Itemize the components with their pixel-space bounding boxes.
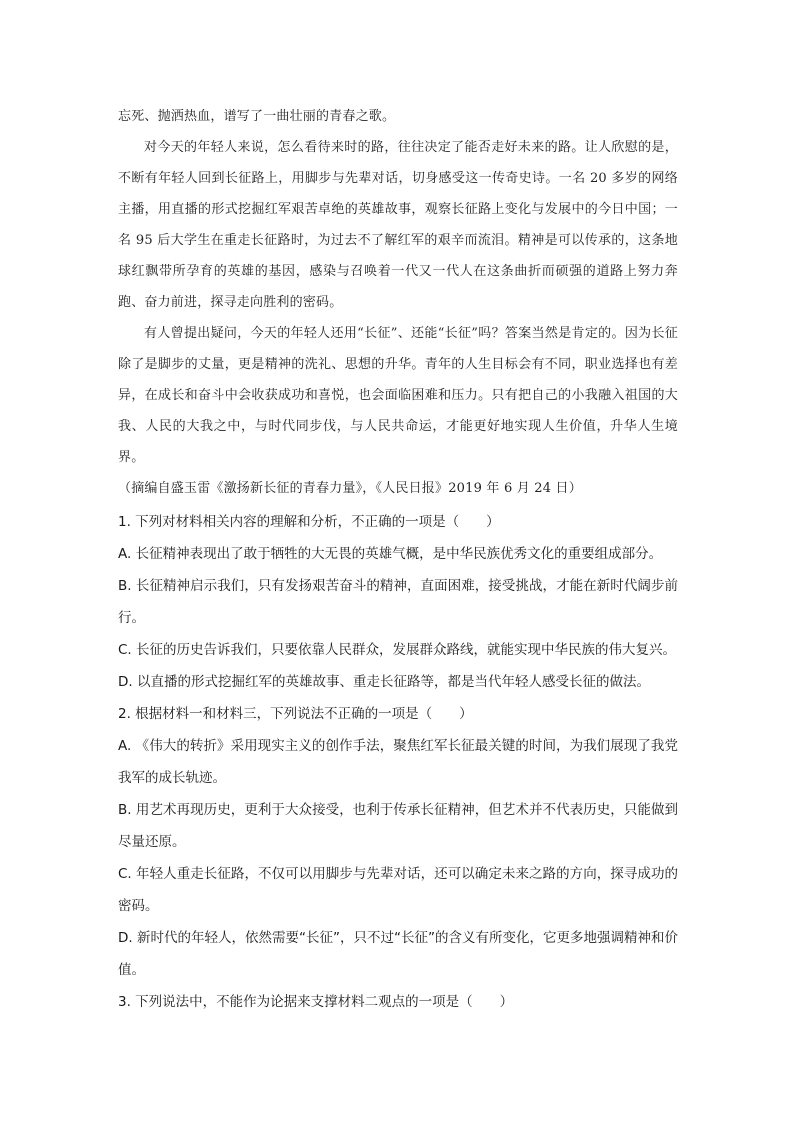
- passage-paragraph: 有人曾提出疑问，今天的年轻人还用“长征”、还能“长征”吗？答案当然是肯定的。因为长征除了是脚步的丈量，更是精神的洗礼、思想的升华。青年的人生目标会有不同，职业选择也有差异，在成长和奋斗中会收获成功和喜悦，也会面临困难和压力。只有把自己的小我融入祖国的大我、人民的大我之中，与时代同步伐，与人民共命运，才能更好地实现人生价值，升华人生境界。: [118, 326, 678, 465]
- question-stem: 1. 下列对材料相关内容的理解和分析，不正确的一项是（ ）: [118, 514, 500, 530]
- option-c: C. 长征的历史告诉我们，只要依靠人民群众，发展群众路线，就能实现中华民族的伟大复兴。: [118, 642, 677, 658]
- option-d: D. 以直播的形式挖掘红军的英雄故事、重走长征路等，都是当代年轻人感受长征的做法。: [118, 674, 650, 690]
- option-a: A. 《伟大的转折》采用现实主义的创作手法，聚焦红军长征最关键的时间，为我们展现了我党我军的成长轨迹。: [118, 738, 678, 786]
- option-b: B. 长征精神启示我们，只有发扬艰苦奋斗的精神，直面困难，接受挑战，才能在新时代阔步前行。: [118, 578, 678, 626]
- page-content: [118, 101, 678, 1018]
- question-1: [118, 506, 678, 698]
- passage-paragraph: 对今天的年轻人来说，怎么看待来时的路，往往决定了能否走好未来的路。让人欣慰的是，不断有年轻人回到长征路上，用脚步与先辈对话，切身感受这一传奇史诗。一名 20 多岁的网络主播，用直播的形式挖掘红军艰苦卓绝的英雄故事，观察长征路上变化与发展中的今日中国；一名 95 后大学生在重走长征路时，为过去不了解红军的艰辛而流泪。精神是可以传承的，这条地球红飘带所孕育的英雄的基因，感染与召唤着一代又一代人在这条曲折而硕强的道路上努力奔跑、奋力前进，探寻走向胜利的密码。: [118, 140, 678, 310]
- question-3: [118, 986, 678, 1018]
- option-a: A. 长征精神表现出了敢于牺牲的大无畏的英雄气概，是中华民族优秀文化的重要组成部分。: [118, 546, 663, 562]
- passage-source-citation: （摘编自盛玉雷《激扬新长征的青春力量》，《人民日报》2019 年 6 月 24 日）: [118, 481, 582, 496]
- passage-paragraph: 忘死、抛洒热血，谱写了一曲壮丽的青春之歌。: [118, 109, 396, 124]
- reading-passage: [118, 101, 678, 504]
- option-b: B. 用艺术再现历史，更利于大众接受，也利于传承长征精神，但艺术并不代表历史，只能做到尽量还原。: [118, 802, 678, 850]
- question-stem: 3. 下列说法中，不能作为论据来支撑材料二观点的一项是（ ）: [118, 994, 514, 1010]
- option-c: C. 年轻人重走长征路，不仅可以用脚步与先辈对话，还可以确定未来之路的方向，探寻成功的密码。: [118, 866, 678, 914]
- question-stem: 2. 根据材料一和材料三，下列说法不正确的一项是（ ）: [118, 706, 473, 722]
- question-list: [118, 506, 678, 1018]
- question-2: [118, 698, 678, 986]
- option-d: D. 新时代的年轻人，依然需要“长征”，只不过“长征”的含义有所变化，它更多地强调精神和价值。: [118, 930, 678, 978]
